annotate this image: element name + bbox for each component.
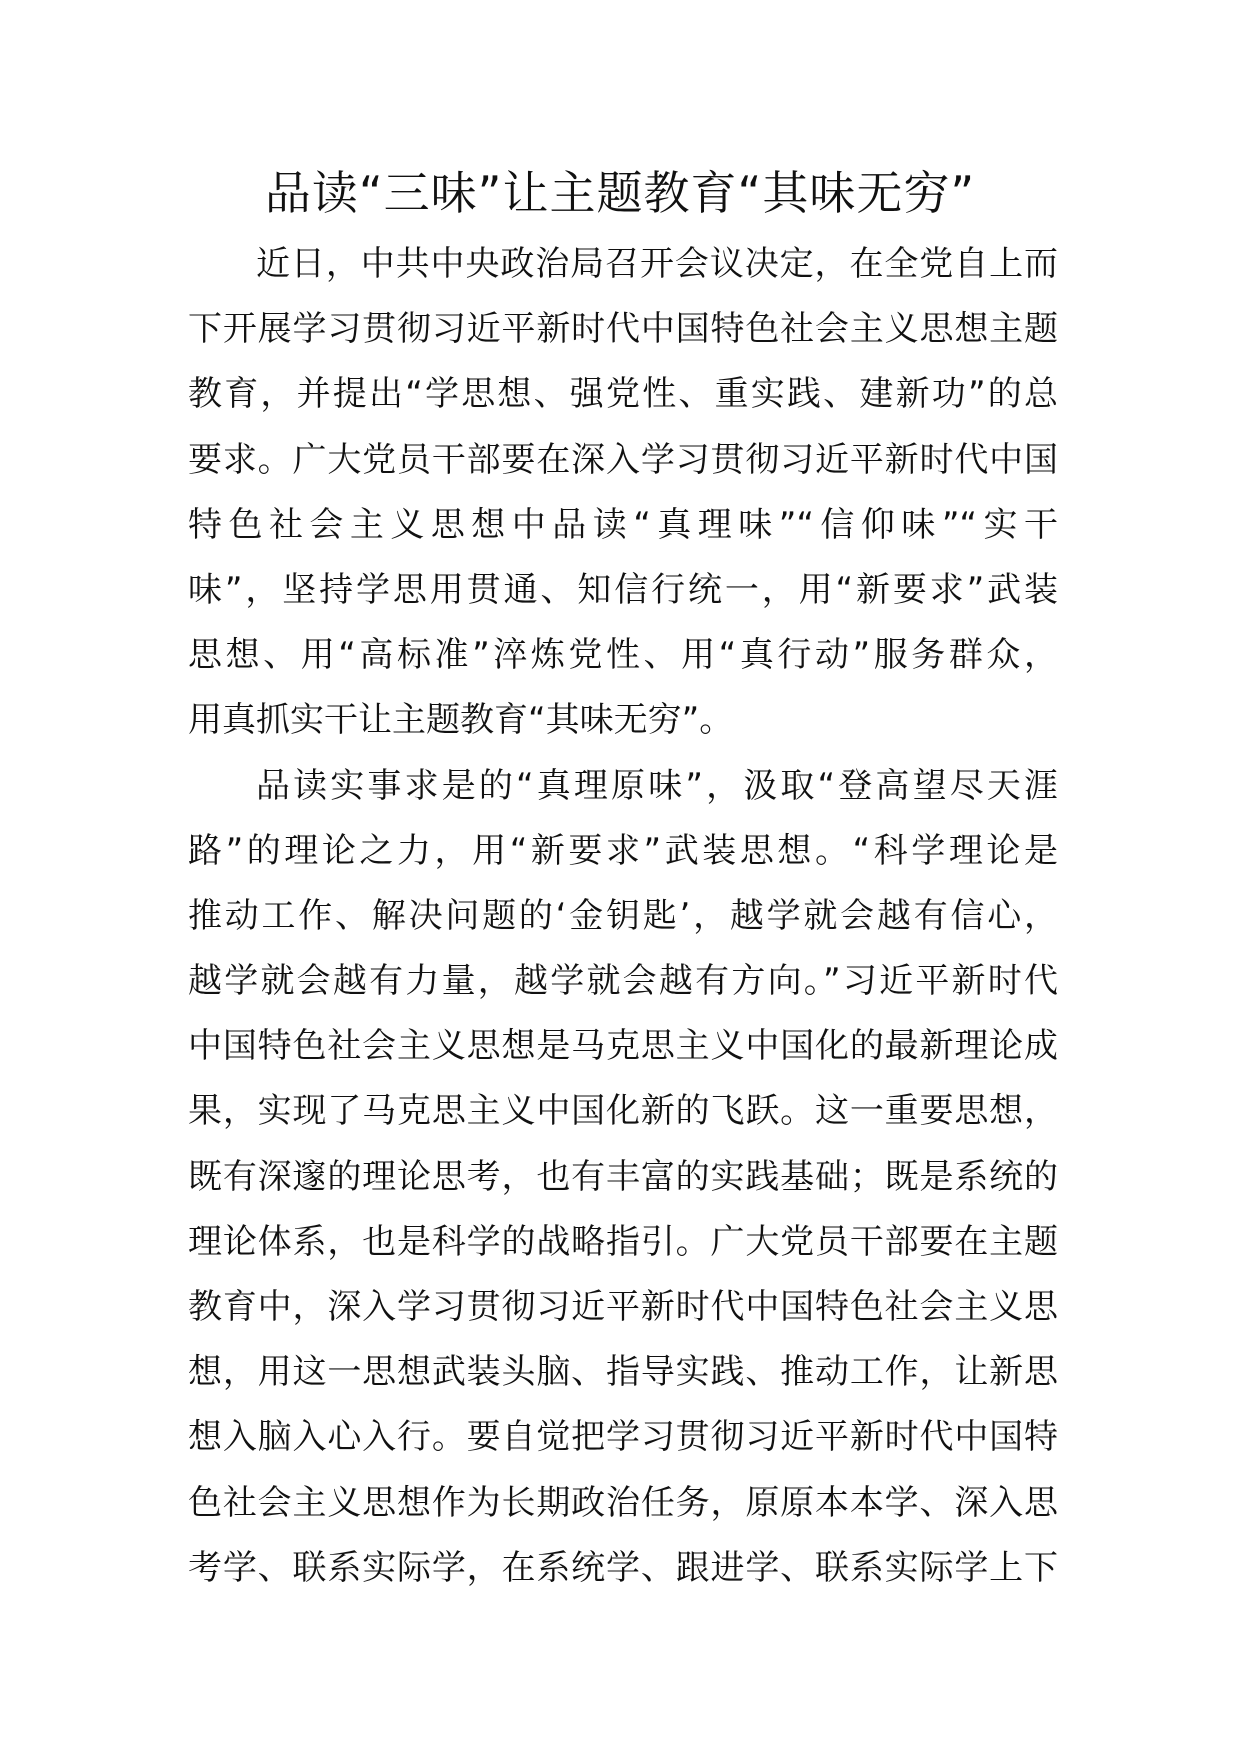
text-line: 用真抓实干让主题教育“其味无穷”。 — [188, 700, 734, 741]
paragraph-2 — [188, 754, 1058, 1601]
paragraph-1 — [188, 232, 1058, 754]
text-line: 推动工作、解决问题的‘金钥匙’，越学就会越有信心， — [188, 895, 1058, 936]
text-line: 果，实现了马克思主义中国化新的飞跃。这一重要思想， — [188, 1091, 1058, 1132]
text-line: 品读实事求是的“真理原味”，汲取“登高望尽天涯 — [256, 765, 1058, 806]
text-line: 近日，中共中央政治局召开会议决定，在全党自上而 — [256, 244, 1058, 284]
text-line: 味”，坚持学思用贯通、知信行统一，用“新要求”武装 — [188, 569, 1058, 610]
text-line: 思想、用“高标准”淬炼党性、用“真行动”服务群众， — [188, 635, 1058, 676]
text-line: 既有深邃的理论思考，也有丰富的实践基础；既是系统的 — [188, 1156, 1058, 1197]
text-line: 理论体系，也是科学的战略指引。广大党员干部要在主题 — [188, 1221, 1058, 1262]
text-line: 路”的理论之力，用“新要求”武装思想。“科学理论是 — [188, 830, 1058, 871]
text-line: 色社会主义思想作为长期政治任务，原原本本学、深入思 — [188, 1482, 1058, 1523]
text-line: 考学、联系实际学，在系统学、跟进学、联系实际学上下 — [188, 1547, 1058, 1588]
text-line: 教育中，深入学习贯彻习近平新时代中国特色社会主义思 — [188, 1287, 1058, 1327]
text-line: 特色社会主义思想中品读“真理味”“信仰味”“实干 — [188, 504, 1058, 545]
text-line: 想入脑入心入行。要自觉把学习贯彻习近平新时代中国特 — [188, 1417, 1058, 1458]
text-line: 想，用这一思想武装头脑、指导实践、推动工作，让新思 — [188, 1352, 1058, 1393]
text-line: 越学就会越有力量，越学就会越有方向。”习近平新时代 — [188, 961, 1058, 1002]
document-body — [188, 232, 1058, 1601]
text-line: 教育，并提出“学思想、强党性、重实践、建新功”的总 — [188, 374, 1058, 415]
text-line: 中国特色社会主义思想是马克思主义中国化的最新理论成 — [188, 1026, 1058, 1067]
text-line: 要求。广大党员干部要在深入学习贯彻习近平新时代中国 — [188, 439, 1058, 480]
document-title: 品读“三味”让主题教育“其味无穷” — [264, 166, 976, 220]
text-line: 下开展学习贯彻习近平新时代中国特色社会主义思想主题 — [188, 309, 1058, 350]
